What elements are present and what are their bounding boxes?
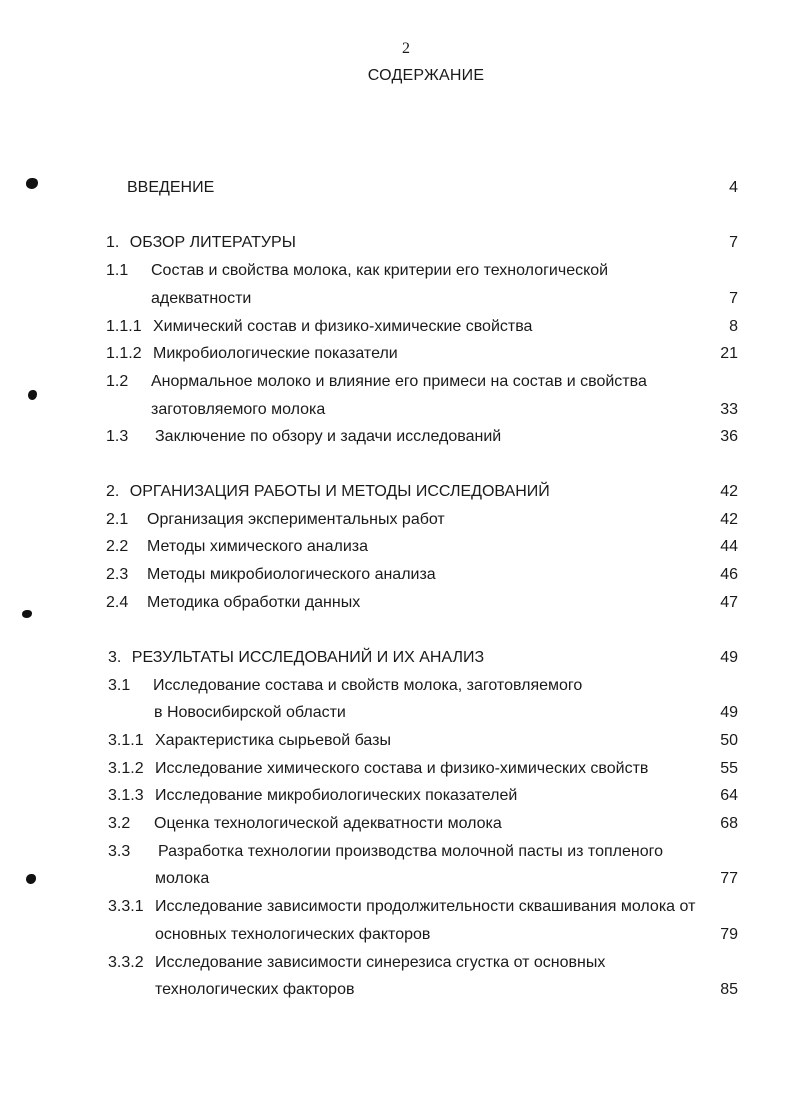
toc-entry-title: Разработка технологии производства молочной пасты из топленого bbox=[158, 843, 663, 860]
toc-entry-intro bbox=[127, 178, 214, 198]
toc-section-2 bbox=[106, 482, 550, 502]
toc-entry-number: 3.1.2 bbox=[108, 760, 144, 777]
toc-page-number: 42 bbox=[720, 483, 738, 500]
toc-entry-number: 1.1.1 bbox=[106, 318, 142, 335]
toc-entry-title: Химический состав и физико-химические свойства bbox=[153, 318, 533, 335]
toc-entry-number: 2.2 bbox=[106, 538, 129, 555]
toc-entry-title-cont: в Новосибирской области bbox=[154, 704, 346, 721]
page-title: СОДЕРЖАНИЕ bbox=[367, 67, 485, 84]
toc-entry-number: 3.3 bbox=[108, 843, 131, 860]
toc-page-number: 46 bbox=[720, 566, 738, 583]
toc-entry-number: 1.3 bbox=[106, 428, 129, 445]
toc-entry-title: Состав и свойства молока, как критерии его технологической bbox=[151, 262, 609, 279]
toc-entry-title-cont: заготовляемого молока bbox=[151, 401, 326, 418]
toc-entry-title: ОРГАНИЗАЦИЯ РАБОТЫ И МЕТОДЫ ИССЛЕДОВАНИЙ bbox=[129, 483, 550, 500]
toc-entry-title: Методы микробиологического анализа bbox=[147, 566, 436, 583]
toc-page-number: 47 bbox=[720, 594, 738, 611]
toc-page-number: 42 bbox=[720, 511, 738, 528]
toc-entry-number: 3.1 bbox=[108, 677, 131, 694]
toc-entry-title: Анормальное молоко и влияние его примеси на состав и свойства bbox=[151, 373, 647, 390]
scan-blot bbox=[26, 178, 38, 189]
toc-entry-title-cont: основных технологических факторов bbox=[155, 926, 431, 943]
toc-entry-number: 1. bbox=[106, 234, 120, 251]
toc-entry-continuation bbox=[155, 925, 430, 945]
toc-page-number: 33 bbox=[720, 401, 738, 418]
toc-page-number: 49 bbox=[720, 704, 738, 721]
toc-section-1 bbox=[106, 233, 296, 253]
toc-entry-number: 1.2 bbox=[106, 373, 129, 390]
toc-entry-number: 3.3.1 bbox=[108, 898, 144, 915]
toc-entry-number: 1.1 bbox=[106, 262, 129, 279]
toc-entry-title: Оценка технологической адекватности молока bbox=[154, 815, 502, 832]
toc-entry-number: 3. bbox=[108, 649, 122, 666]
toc-entry-title-cont: адекватности bbox=[151, 290, 252, 307]
toc-entry-continuation bbox=[155, 869, 209, 889]
toc-entry-title: Исследование зависимости синерезиса сгустка от основных bbox=[155, 954, 606, 971]
toc-entry-continuation bbox=[151, 289, 251, 309]
toc-entry-number: 3.2 bbox=[108, 815, 131, 832]
toc-section-3 bbox=[108, 648, 484, 668]
toc-entry-title: Характеристика сырьевой базы bbox=[155, 732, 391, 749]
toc-entry-number: 2.3 bbox=[106, 566, 129, 583]
scan-blot bbox=[22, 610, 32, 618]
toc-entry-number: 2.1 bbox=[106, 511, 129, 528]
toc-entry-title: Исследование зависимости продолжительности сквашивания молока от bbox=[155, 898, 696, 915]
toc-page-number: 49 bbox=[720, 649, 738, 666]
toc-page-number: 4 bbox=[729, 179, 738, 196]
toc-entry-title: РЕЗУЛЬТАТЫ ИССЛЕДОВАНИЙ И ИХ АНАЛИЗ bbox=[131, 649, 485, 666]
toc-entry-title: Исследование состава и свойств молока, заготовляемого bbox=[153, 677, 583, 694]
scan-blot bbox=[28, 390, 37, 400]
toc-entry-number: 2. bbox=[106, 483, 120, 500]
toc-page-number: 36 bbox=[720, 428, 738, 445]
toc-entry-title: ВВЕДЕНИЕ bbox=[127, 179, 215, 196]
toc-page-number: 55 bbox=[720, 760, 738, 777]
toc-page-number: 85 bbox=[720, 981, 738, 998]
toc-page-number: 50 bbox=[720, 732, 738, 749]
toc-page-number: 21 bbox=[720, 345, 738, 362]
toc-entry-continuation bbox=[155, 980, 354, 1000]
toc-page-number: 7 bbox=[729, 290, 738, 307]
toc-entry-continuation bbox=[154, 703, 346, 723]
toc-entry-title: Методика обработки данных bbox=[147, 594, 361, 611]
toc-entry-title: Исследование химического состава и физико-химических свойств bbox=[155, 760, 649, 777]
toc-page-number: 68 bbox=[720, 815, 738, 832]
toc-entry-title: ОБЗОР ЛИТЕРАТУРЫ bbox=[129, 234, 296, 251]
toc-entry-continuation bbox=[151, 400, 325, 420]
toc-entry-title: Организация экспериментальных работ bbox=[147, 511, 445, 528]
toc-entry-number: 2.4 bbox=[106, 594, 129, 611]
scan-blot bbox=[26, 874, 36, 884]
toc-entry-number: 3.3.2 bbox=[108, 954, 144, 971]
toc-entry-number: 3.1.1 bbox=[108, 732, 144, 749]
toc-entry-title: Микробиологические показатели bbox=[153, 345, 398, 362]
toc-page-number: 44 bbox=[720, 538, 738, 555]
toc-entry-title-cont: молока bbox=[155, 870, 210, 887]
page-number: 2 bbox=[402, 40, 410, 57]
toc-entry-number: 3.1.3 bbox=[108, 787, 144, 804]
toc-page-number: 79 bbox=[720, 926, 738, 943]
toc-entry-title-cont: технологических факторов bbox=[155, 981, 355, 998]
toc-page-number: 64 bbox=[720, 787, 738, 804]
toc-entry-number: 1.1.2 bbox=[106, 345, 142, 362]
toc-page-number: 77 bbox=[720, 870, 738, 887]
toc-entry-title: Методы химического анализа bbox=[147, 538, 369, 555]
toc-entry-title: Исследование микробиологических показателей bbox=[155, 787, 518, 804]
toc-page-number: 7 bbox=[729, 234, 738, 251]
toc-page-number: 8 bbox=[729, 318, 738, 335]
toc-entry-title: Заключение по обзору и задачи исследований bbox=[155, 428, 502, 445]
